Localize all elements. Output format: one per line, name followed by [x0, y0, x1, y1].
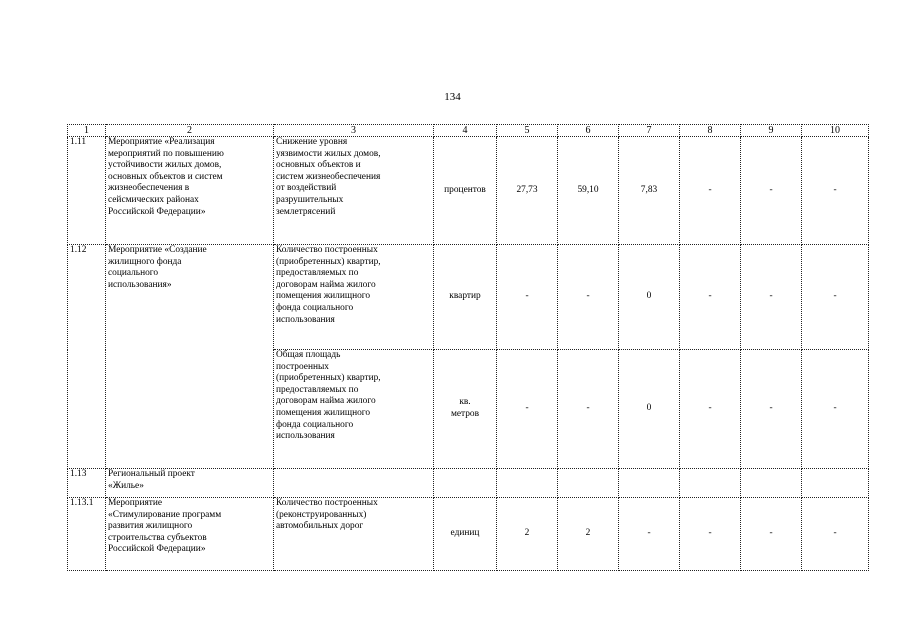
value-cell: -: [558, 350, 619, 469]
indicator-cell: Количество построенных (приобретенных) квартир, предоставляемых по договорам найма жилого помещения жилищного фонда социального использования: [274, 245, 434, 350]
value-cell: -: [741, 498, 802, 571]
value-cell: 7,83: [619, 137, 680, 245]
table-row: [68, 137, 869, 245]
value-cell: -: [741, 245, 802, 350]
empty-cell: [680, 469, 741, 498]
unit-cell: единиц: [434, 498, 497, 571]
row-number: 1.13: [68, 469, 106, 498]
header-cell: 8: [680, 125, 741, 137]
header-cell: 3: [274, 125, 434, 137]
empty-cell: [434, 469, 497, 498]
event-cell: Мероприятие «Стимулирование программ развития жилищного строительства субъектов Российской Федерации»: [106, 498, 274, 571]
value-cell: -: [680, 245, 741, 350]
header-cell: 9: [741, 125, 802, 137]
event-cell: Мероприятие «Создание жилищного фонда социального использования»: [106, 245, 274, 469]
value-cell: 0: [619, 350, 680, 469]
event-cell: Региональный проект «Жилье»: [106, 469, 274, 498]
value-cell: 59,10: [558, 137, 619, 245]
value-cell: 0: [619, 245, 680, 350]
value-cell: -: [619, 498, 680, 571]
value-cell: -: [680, 498, 741, 571]
value-cell: -: [802, 137, 869, 245]
table-row: [68, 498, 869, 571]
page-number: 134: [444, 91, 461, 103]
header-cell: 6: [558, 125, 619, 137]
unit-cell: квартир: [434, 245, 497, 350]
header-cell: 2: [106, 125, 274, 137]
table-header-row: [68, 125, 869, 137]
header-cell: 10: [802, 125, 869, 137]
value-cell: -: [802, 245, 869, 350]
header-cell: 7: [619, 125, 680, 137]
empty-cell: [802, 469, 869, 498]
value-cell: 2: [558, 498, 619, 571]
indicator-cell: Общая площадь построенных (приобретенных) квартир, предоставляемых по договорам найма жилого помещения жилищного фонда социального использования: [274, 350, 434, 469]
row-number: 1.13.1: [68, 498, 106, 571]
value-cell: -: [802, 498, 869, 571]
header-cell: 5: [497, 125, 558, 137]
value-cell: -: [680, 350, 741, 469]
value-cell: -: [802, 350, 869, 469]
value-cell: -: [680, 137, 741, 245]
header-cell: 1: [68, 125, 106, 137]
empty-cell: [741, 469, 802, 498]
value-cell: -: [497, 350, 558, 469]
value-cell: 2: [497, 498, 558, 571]
empty-cell: [619, 469, 680, 498]
indicators-table: [67, 124, 869, 571]
empty-cell: [274, 469, 434, 498]
header-cell: 4: [434, 125, 497, 137]
empty-cell: [497, 469, 558, 498]
value-cell: -: [497, 245, 558, 350]
table-row: [68, 245, 869, 350]
indicator-cell: Количество построенных (реконструированных) автомобильных дорог: [274, 498, 434, 571]
value-cell: -: [558, 245, 619, 350]
empty-cell: [558, 469, 619, 498]
event-cell: Мероприятие «Реализация мероприятий по повышению устойчивости жилых домов, основных объектов и систем жизнеобеспечения в сейсмических районах Российской Федерации»: [106, 137, 274, 245]
unit-cell: кв. метров: [434, 350, 497, 469]
unit-cell: процентов: [434, 137, 497, 245]
table-row: [68, 469, 869, 498]
value-cell: 27,73: [497, 137, 558, 245]
value-cell: -: [741, 350, 802, 469]
indicator-cell: Снижение уровня уязвимости жилых домов, основных объектов и систем жизнеобеспечения от воздействий разрушительных землетрясений: [274, 137, 434, 245]
value-cell: -: [741, 137, 802, 245]
row-number: 1.12: [68, 245, 106, 469]
row-number: 1.11: [68, 137, 106, 245]
